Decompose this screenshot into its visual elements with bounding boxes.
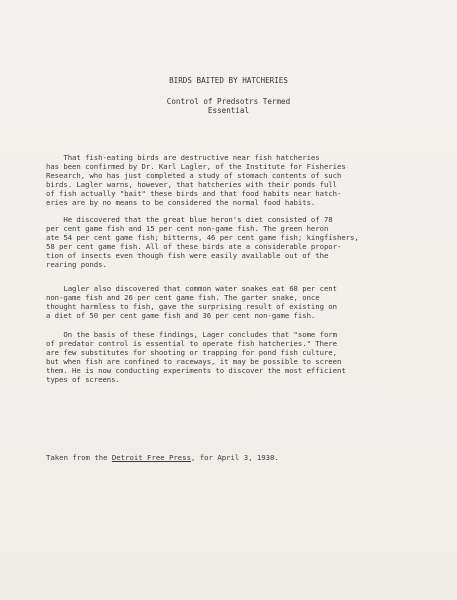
paragraph-line: On the basis of these findings, Lager concludes that "some form bbox=[46, 330, 337, 339]
source-citation bbox=[46, 453, 279, 462]
paragraph-line: non-game fish and 26 per cent game fish. The garter snake, once bbox=[46, 293, 320, 302]
subheadline-line-1: Control of Predsotrs Termed bbox=[166, 97, 291, 106]
paragraph-line: thought harmless to fish, gave the surprising result of existing on bbox=[46, 302, 337, 311]
headline: BIRDS BAITED BY HATCHERIES bbox=[169, 76, 288, 85]
paragraph-line: of fish actually "bait" these birds and that food habits near hatch- bbox=[46, 189, 342, 198]
paragraph-line: tion of insects even though fish were easily available out of the bbox=[46, 251, 329, 260]
paragraph-line: He discovered that the great blue heron's diet consisted of 78 bbox=[46, 215, 333, 224]
paragraph-line: Lagler also discovered that common water snakes eat 68 per cent bbox=[46, 284, 337, 293]
citation-date: , for April 3, 1938. bbox=[190, 453, 279, 462]
paragraph-line: has been confirmed by Dr. Karl Lagler, of the Institute for Fisheries bbox=[46, 162, 346, 171]
paragraph-line: types of screens. bbox=[46, 375, 120, 384]
paragraph-line: but when fish are confined to raceways, it may be possible to screen bbox=[46, 357, 342, 366]
newspaper-title: Detroit Free Press bbox=[111, 453, 191, 462]
subheadline-line-2: Essential bbox=[207, 106, 250, 115]
paragraph-line: per cent game fish and 15 per cent non-game fish. The green heron bbox=[46, 224, 329, 233]
paragraph-line: birds. Lagler warns, however, that hatcheries with their ponds full bbox=[46, 180, 337, 189]
paragraph-line: of predator control is essential to operate fish hatcheries." There bbox=[46, 339, 337, 348]
paragraph-line: eries are by no means to be considered the normal food habits. bbox=[46, 198, 316, 207]
paragraph-line: them. He is now conducting experiments to discover the most efficient bbox=[46, 366, 346, 375]
citation-prefix: Taken from the bbox=[46, 453, 112, 462]
paragraph-line: Research, who has just completed a study of stomach contents of such bbox=[46, 171, 342, 180]
paragraph-line: 58 per cent game fish. All of these birds ate a considerable propor- bbox=[46, 242, 342, 251]
paragraph-line: rearing ponds. bbox=[46, 260, 107, 269]
paragraph-line: ate 54 per cent game fish; bitterns, 46 per cent game fish; kingfishers, bbox=[46, 233, 359, 242]
paragraph-line: are few substitutes for shooting or trapping for pond fish culture, bbox=[46, 348, 337, 357]
paragraph-line: That fish-eating birds are destructive near fish hatcheries bbox=[46, 153, 320, 162]
paragraph-line: a diet of 50 per cent game fish and 36 per cent non-game fish. bbox=[46, 311, 316, 320]
